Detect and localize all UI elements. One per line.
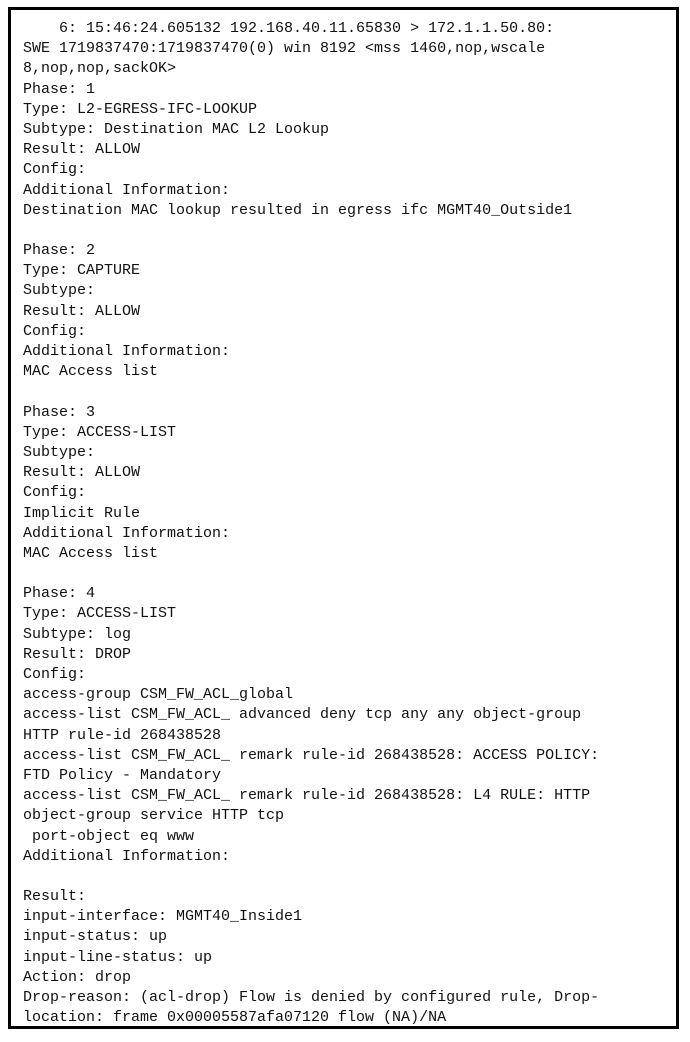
- trace-line: Phase: 3: [23, 403, 96, 421]
- trace-line: HTTP rule-id 268438528: [23, 726, 222, 744]
- trace-line: Config:: [23, 322, 87, 340]
- trace-line: Type: ACCESS-LIST: [23, 605, 177, 623]
- trace-line: Config:: [23, 484, 87, 502]
- trace-line: location: frame 0x00005587afa07120 flow (NA)/NA: [23, 1009, 447, 1027]
- trace-line: MAC Access list: [23, 363, 159, 381]
- trace-line: SWE 1719837470:1719837470(0) win 8192 <mss 1460,nop,wscale: [23, 40, 546, 58]
- trace-line: Implicit Rule: [23, 504, 141, 522]
- trace-line: [23, 564, 676, 584]
- trace-line: Type: CAPTURE: [23, 262, 141, 280]
- trace-line: FTD Policy - Mandatory: [23, 766, 222, 784]
- trace-line: access-list CSM_FW_ACL_ remark rule-id 268438528: L4 RULE: HTTP: [23, 787, 591, 805]
- trace-line: Result: ALLOW: [23, 302, 141, 320]
- trace-line: MAC Access list: [23, 544, 159, 562]
- trace-line: Action: drop: [23, 968, 132, 986]
- trace-line: Additional Information:: [23, 524, 231, 542]
- trace-line: Phase: 1: [23, 80, 96, 98]
- trace-line: Result:: [23, 888, 87, 906]
- trace-line: Type: L2-EGRESS-IFC-LOOKUP: [23, 100, 258, 118]
- trace-line: Subtype: log: [23, 625, 132, 643]
- trace-line: [23, 867, 676, 887]
- trace-line: input-line-status: up: [23, 948, 213, 966]
- trace-line: input-interface: MGMT40_Inside1: [23, 908, 303, 926]
- trace-line: Phase: 2: [23, 242, 96, 260]
- trace-line: [23, 382, 676, 402]
- trace-line: Subtype: Destination MAC L2 Lookup: [23, 120, 330, 138]
- trace-line: Subtype:: [23, 443, 96, 461]
- trace-line: Drop-reason: (acl-drop) Flow is denied by configured rule, Drop-: [23, 989, 600, 1006]
- trace-line: access-group CSM_FW_ACL_global: [23, 686, 294, 704]
- trace-line: object-group service HTTP tcp: [23, 807, 285, 825]
- trace-line: port-object eq www: [23, 827, 195, 845]
- trace-line: 8,nop,nop,sackOK>: [23, 60, 177, 78]
- trace-line: Subtype:: [23, 282, 96, 300]
- trace-line: Additional Information:: [23, 343, 231, 360]
- packet-trace-output: [8, 7, 679, 1029]
- trace-line: Result: DROP: [23, 645, 132, 663]
- trace-line: Additional Information:: [23, 847, 231, 865]
- trace-line: Additional Information:: [23, 181, 231, 199]
- trace-line: [23, 221, 676, 241]
- trace-line: Phase: 4: [23, 585, 96, 603]
- trace-line: 6: 15:46:24.605132 192.168.40.11.65830 > 172.1.1.50.80:: [23, 20, 555, 37]
- trace-line: access-list CSM_FW_ACL_ remark rule-id 268438528: ACCESS POLICY:: [23, 746, 600, 764]
- trace-line: Result: ALLOW: [23, 141, 141, 159]
- trace-line: Destination MAC lookup resulted in egress ifc MGMT40_Outside1: [23, 201, 573, 219]
- trace-line: Result: ALLOW: [23, 464, 141, 482]
- trace-line: Config:: [23, 161, 87, 179]
- trace-line: input-status: up: [23, 928, 168, 946]
- trace-line: Type: ACCESS-LIST: [23, 423, 177, 441]
- trace-line: access-list CSM_FW_ACL_ advanced deny tcp any any object-group: [23, 706, 582, 724]
- trace-line: Config:: [23, 666, 87, 683]
